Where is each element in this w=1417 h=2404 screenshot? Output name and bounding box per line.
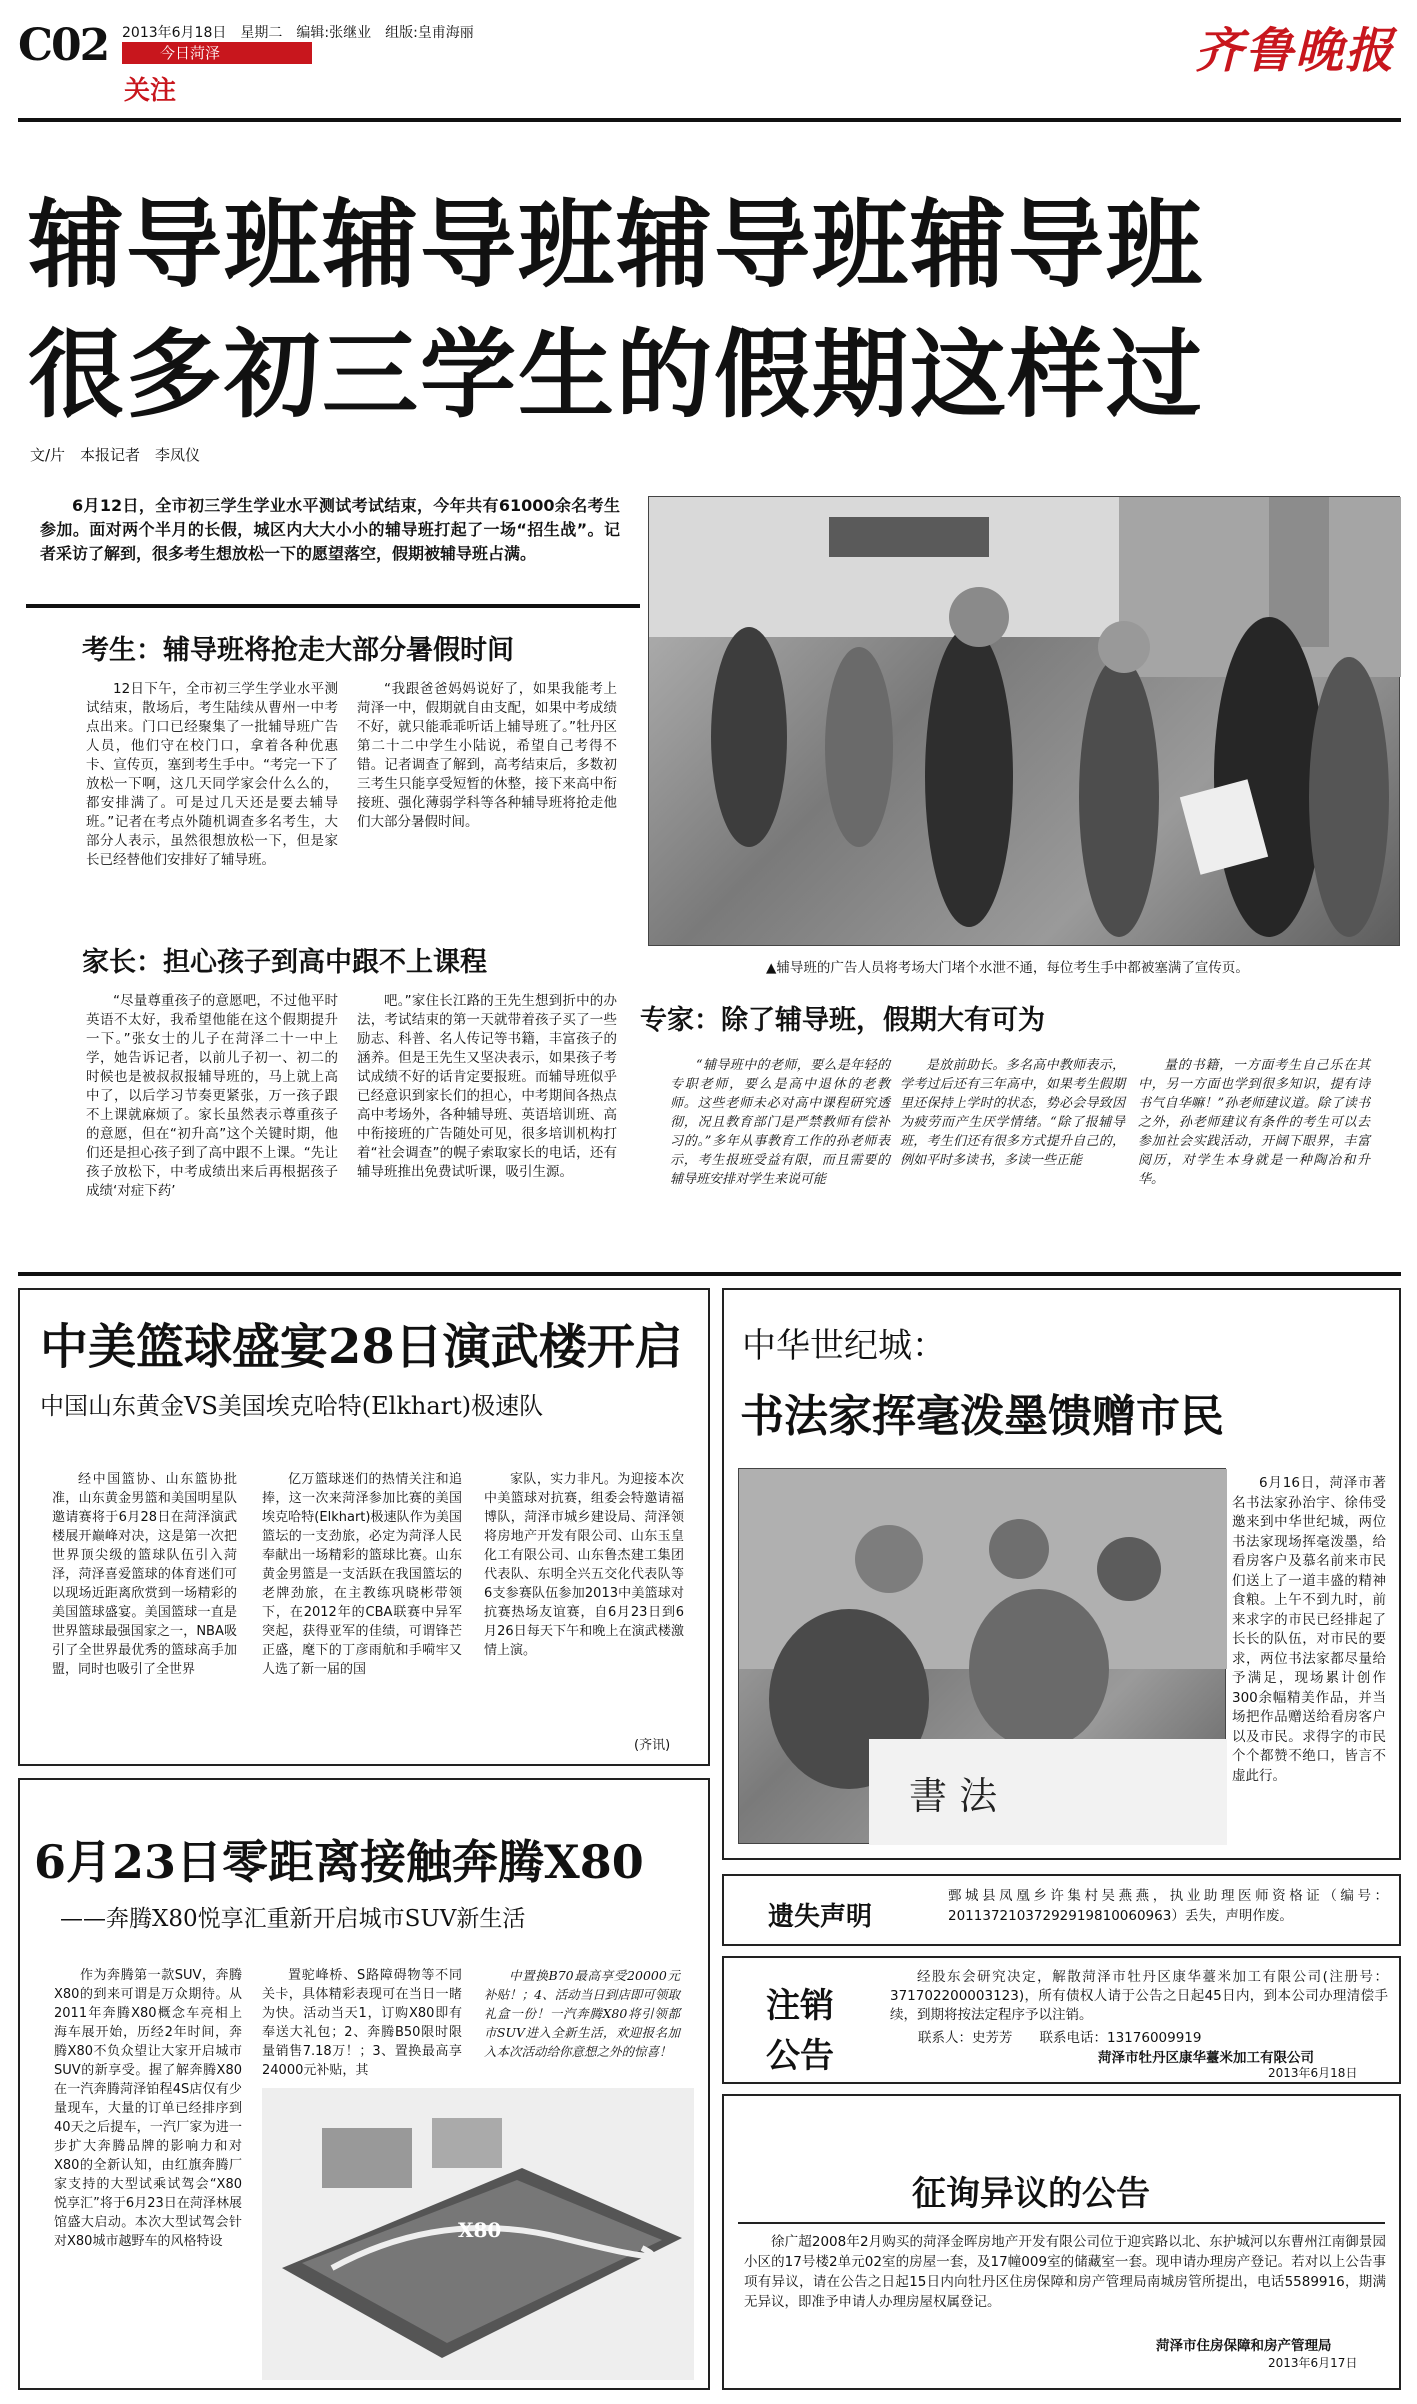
cancel-notice-title-2: 公告 bbox=[766, 2036, 834, 2076]
s3-col1-text: “辅导班中的老师，要么是年轻的专职老师，要么是高中退休的老教师。这些老师未必对高中课程研究透彻，况且教育部门是严禁教师有偿补习的。”多年从事教育工作的孙老师表示，考生报班受益有限，而且需要的辅导班安排对学生来说可能 bbox=[670, 1058, 890, 1187]
section-2-col-2 bbox=[357, 992, 617, 1262]
masthead-logo: 齐鲁晚报 bbox=[1194, 23, 1395, 79]
benteng-col3-text: 中置换B70最高享受20000元补贴！；4、活动当日到店即可领取礼盒一份！一汽奔腾X80将引领都市SUV进入全新生活，欢迎报名加入本次活动给你意想之外的惊喜！ bbox=[484, 1968, 680, 2059]
basketball-col-3 bbox=[484, 1470, 684, 1732]
cancel-notice-body bbox=[890, 1968, 1388, 2025]
benteng-col-1 bbox=[54, 1966, 242, 2376]
basketball-subhead: 中国山东黄金VS美国埃克哈特(Elkhart)极速队 bbox=[40, 1392, 544, 1420]
objection-notice-text: 徐广超2008年2月购买的菏泽金晖房地产开发有限公司位于迎宾路以北、东护城河以东曹州江南御景园小区的17号楼2单元02室的房屋一套，及17幢009室的储藏室一套。现申请办理房产登记。若对以上公告事项有异议，请在公告之日起15日内向牡丹区住房保障和房产管理局南城房管所提出，电话5589916，期满无异议，即准予申请人办理房屋权属登记。 bbox=[744, 2234, 1386, 2310]
cancel-notice-text: 经股东会研究决定，解散菏泽市牡丹区康华薹米加工有限公司(注册号：371702200003123)，所有债权人请于公告之日起45日内，到本公司办理清偿手续，到期将按法定程序予以注销。 bbox=[890, 1969, 1388, 2023]
section-tag: 今日菏泽 bbox=[122, 42, 312, 64]
objection-notice-body bbox=[744, 2232, 1386, 2312]
objection-notice-signer: 菏泽市住房保障和房产管理局 bbox=[1156, 2338, 1332, 2354]
basketball-col3-text: 家队，实力非凡。为迎接本次中美篮球对抗赛，组委会特邀请福博队，菏泽市城乡建设局、菏泽领将房地产开发有限公司、山东玉皇化工有限公司、山东鲁杰建工集团代表队、东明全兴五交化代表队等6支参赛队伍参加2013中美篮球对抗赛热场友谊赛，自6月23日到6月26日每天下午和晚上在演武楼激情上演。 bbox=[484, 1472, 684, 1658]
section-3-title: 专家：除了辅导班，假期大有可为 bbox=[640, 1005, 1045, 1036]
s1-col1-text: 12日下午，全市初三学生学业水平测试结束，散场后，考生陆续从曹州一中考点出来。门口已经聚集了一批辅导班广告人员，他们守在校门口，拿着各种优惠卡、宣传页，塞到考生手中。“考完一下了放松一下啊，这几天同学家会什么么的，都安排满了。可是过几天还是要去辅导班。”记者在考点外随机调查多名考生，大部分人表示，虽然很想放松一下，但是家长已经替他们安排好了辅导班。 bbox=[86, 681, 338, 868]
objection-notice-date: 2013年6月17日 bbox=[1268, 2356, 1358, 2370]
s1-col2-text: “我跟爸爸妈妈说好了，如果我能考上菏泽一中，假期就自由支配，如果中考成绩不好，就只能乖乖听话上辅导班了。”牡丹区第二十二中学生小陆说，希望自己考得不错。记者调查了解到，高考结束后，多数初三考生只能享受短暂的休整，接下来高中衔接班、强化薄弱学科等各种辅导班将抢走他们大部分暑假时间。 bbox=[357, 681, 617, 830]
cancel-notice-date: 2013年6月18日 bbox=[1268, 2066, 1358, 2080]
svg-text:書 法: 書 法 bbox=[909, 1774, 998, 1818]
section-3-col-2 bbox=[900, 1056, 1125, 1256]
section-3-col-1 bbox=[670, 1056, 890, 1256]
lead-rule bbox=[26, 604, 640, 608]
section-1-col-1 bbox=[86, 680, 338, 942]
s3-col2-text: 是放前助长。多名高中教师表示，学考过后还有三年高中，如果考生假期里还保持上学时的状态，势必会导致因为疲劳而产生厌学情绪。“除了报辅导班，考生们还有很多方式提升自己的，例如平时多读书，多读一些正能 bbox=[900, 1058, 1125, 1168]
objection-notice-title: 征询异议的公告 bbox=[912, 2174, 1150, 2214]
basketball-col2-text: 亿万篮球迷们的热情关注和追捧，这一次来菏泽参加比赛的美国埃克哈特(Elkhart)极速队作为美国篮坛的一支劲旅，必定为菏泽人民奉献出一场精彩的篮球比赛。山东黄金男篮是一支活跃在我国篮坛的老牌劲旅，在主教练巩晓彬带领下，在2012年的CBA联赛中异军突起，获得亚军的佳绩，可谓锋芒正盛，麾下的丁彦雨航和手嗬牢又人选了新一届的国 bbox=[262, 1472, 462, 1677]
benteng-col2-text: 置驼峰桥、S路障碍物等不同关卡，具体精彩表现可在当日一睹为快。活动当天1，订购X80即有奉送大礼包；2、奔腾B50限时限量销售7.18万！；3、置换最高享24000元补贴，其 bbox=[262, 1968, 462, 2078]
car-label: X80 bbox=[458, 2218, 502, 2242]
benteng-col1-text: 作为奔腾第一款SUV，奔腾X80的到来可谓是万众期待。从2011年奔腾X80概念车亮相上海车展开始，历经2年时间，奔腾X80不负众望让大家开启城市SUV的新享受。握了解奔腾X80在一汽奔腾菏泽铂程4S店仅有少量现车，大量的订单已经排序到40天之后提车，一汽厂家为进一步扩大奔腾品牌的影响力和对X80的全新认知，由红旗奔腾厂家支持的大型试乘试驾会“X80悦享汇”将于6月23日在菏泽林展馆盛大启动。本次大型试驾会针对X80城市越野车的风格特设 bbox=[54, 1968, 242, 2249]
exam-gate-photo bbox=[648, 496, 1400, 946]
photo-caption: ▲辅导班的广告人员将考场大门堵个水泄不通，每位考生手中都被塞满了宣传页。 bbox=[766, 960, 1249, 976]
main-bottom-rule bbox=[18, 1272, 1401, 1276]
calligraphy-headline: 书法家挥毫泼墨馈赠市民 bbox=[740, 1391, 1224, 1442]
s2-col1-text: “尽量尊重孩子的意愿吧，不过他平时英语不太好，我希望他能在这个假期提升一下。”张女士的儿子在菏泽二十一中上学，她告诉记者，以前儿子初一、初二的时候也是被叔叔报辅导班的，马上就上高中了，以后学习节奏更紧张，万一孩子跟不上课就麻烦了。家长虽然表示尊重孩子的意愿，但在“初升高”这个关键时期，他们还是担心孩子到了高中跟不上课。“先让孩子放松下，中考成绩出来后再根据孩子成绩‘对症下药’ bbox=[86, 993, 338, 1199]
loss-notice-text: 鄄城县凤凰乡许集村吴燕燕，执业助理医师资格证（编号：20113721037292919810060963）丢失，声明作废。 bbox=[948, 1888, 1388, 1924]
calligraphy-kicker: 中华世纪城： bbox=[742, 1326, 946, 1366]
basketball-signature: (齐讯) bbox=[634, 1738, 671, 1753]
headline-2: 很多初三学生的假期这样过 bbox=[28, 318, 1204, 431]
header-rule bbox=[18, 118, 1401, 122]
loss-notice-title: 遗失声明 bbox=[768, 1902, 873, 1932]
objection-notice-rule bbox=[738, 2222, 1385, 2224]
benteng-col-3 bbox=[484, 1966, 680, 2084]
basketball-headline: 中美篮球盛宴28日演武楼开启 bbox=[40, 1319, 683, 1375]
loss-notice-body bbox=[948, 1886, 1388, 1926]
date-line: 2013年6月18日 星期二 编辑:张继业 组版:皇甫海丽 bbox=[122, 25, 474, 41]
section-1-title: 考生：辅导班将抢走大部分暑假时间 bbox=[82, 635, 514, 666]
calligraphy-body-text: 6月16日，菏泽市著名书法家孙治宇、徐伟受邀来到中华世纪城，两位书法家现场挥毫泼墨，给看房客户及慕名前来市民们送上了一道丰盛的精神食粮。上午不到九时，前来求字的市民已经排起了长长的队伍，对市民的要求，两位书法家都尽量给予满足，现场累计创作300余幅精美作品，并当场把作品赠送给看房客户以及市民。求得字的市民个个都赞不绝口，皆言不虚此行。 bbox=[1232, 1475, 1386, 1784]
crowd-illustration bbox=[649, 497, 1401, 947]
benteng-headline: 6月23日零距离接触奔腾X80 bbox=[34, 1835, 644, 1889]
benteng-subhead: ——奔腾X80悦享汇重新开启城市SUV新生活 bbox=[60, 1906, 526, 1932]
byline: 文/片 本报记者 李凤仪 bbox=[30, 446, 201, 464]
section-2-col-1 bbox=[86, 992, 338, 1262]
cancel-notice-title-1: 注销 bbox=[766, 1986, 834, 2026]
calligraphy-scene bbox=[739, 1469, 1227, 1845]
section-1-col-2 bbox=[357, 680, 617, 942]
page-code: C02 bbox=[18, 20, 109, 71]
section-3-col-3 bbox=[1138, 1056, 1370, 1256]
section-2-title: 家长：担心孩子到高中跟不上课程 bbox=[82, 947, 487, 978]
lead-paragraph bbox=[40, 494, 620, 566]
benteng-col-2 bbox=[262, 1966, 462, 2078]
calligraphy-photo bbox=[738, 1468, 1226, 1844]
section-name: 关注 bbox=[124, 76, 177, 106]
s3-col3-text: 量的书籍，一方面考生自己乐在其中，另一方面也学到很多知识，提有诗书气自华嘛！”孙老师建议道。除了读书之外，孙老师建议有条件的考生可以去参加社会实践活动，开阔下眼界，丰富阅历，对学生本身就是一种陶冶和升华。 bbox=[1138, 1058, 1370, 1187]
s2-col2-text: 吧。”家住长江路的王先生想到折中的办法，考试结束的第一天就带着孩子买了一些励志、科普、名人传记等书籍，丰富孩子的涵养。但是王先生又坚决表示，如果孩子考试成绩不好的话肯定要报班。而辅导班似乎已经意识到家长们的担心，中考期间各热点高中考场外，各种辅导班、英语培训班、高中衔接班的广告随处可见，很多培训机构打着“社会调查”的幌子索取家长的电话，还有辅导班推出免费试听课，吸引生源。 bbox=[357, 993, 617, 1180]
basketball-col-1 bbox=[52, 1470, 237, 1750]
cancel-notice-contact: 联系人：史芳芳 联系电话：13176009919 bbox=[918, 2030, 1202, 2046]
calligraphy-body bbox=[1232, 1474, 1386, 1850]
basketball-col-2 bbox=[262, 1470, 462, 1750]
car-rendering bbox=[262, 2088, 694, 2380]
basketball-col1-text: 经中国篮协、山东篮协批准，山东黄金男篮和美国明星队邀请赛将于6月28日在菏泽演武楼展开巅峰对决，这是第一次把世界顶尖级的篮球队伍引入菏泽，菏泽喜爱篮球的体育迷们可以现场近距离欣赏到一场精彩的美国篮球盛宴。美国篮球一直是世界篮球最强国家之一，NBA吸引了全世界最优秀的篮球高手加盟，同时也吸引了全世界 bbox=[52, 1472, 237, 1677]
headline-1: 辅导班辅导班辅导班辅导班 bbox=[28, 188, 1204, 301]
lead-text: 6月12日，全市初三学生学业水平测试考试结束，今年共有61000余名考生参加。面对两个半月的长假，城区内大大小小的辅导班打起了一场“招生战”。记者采访了解到，很多考生想放松一下的愿望落空，假期被辅导班占满。 bbox=[40, 496, 620, 563]
cancel-notice-signer: 菏泽市牡丹区康华薹米加工有限公司 bbox=[1098, 2050, 1314, 2066]
